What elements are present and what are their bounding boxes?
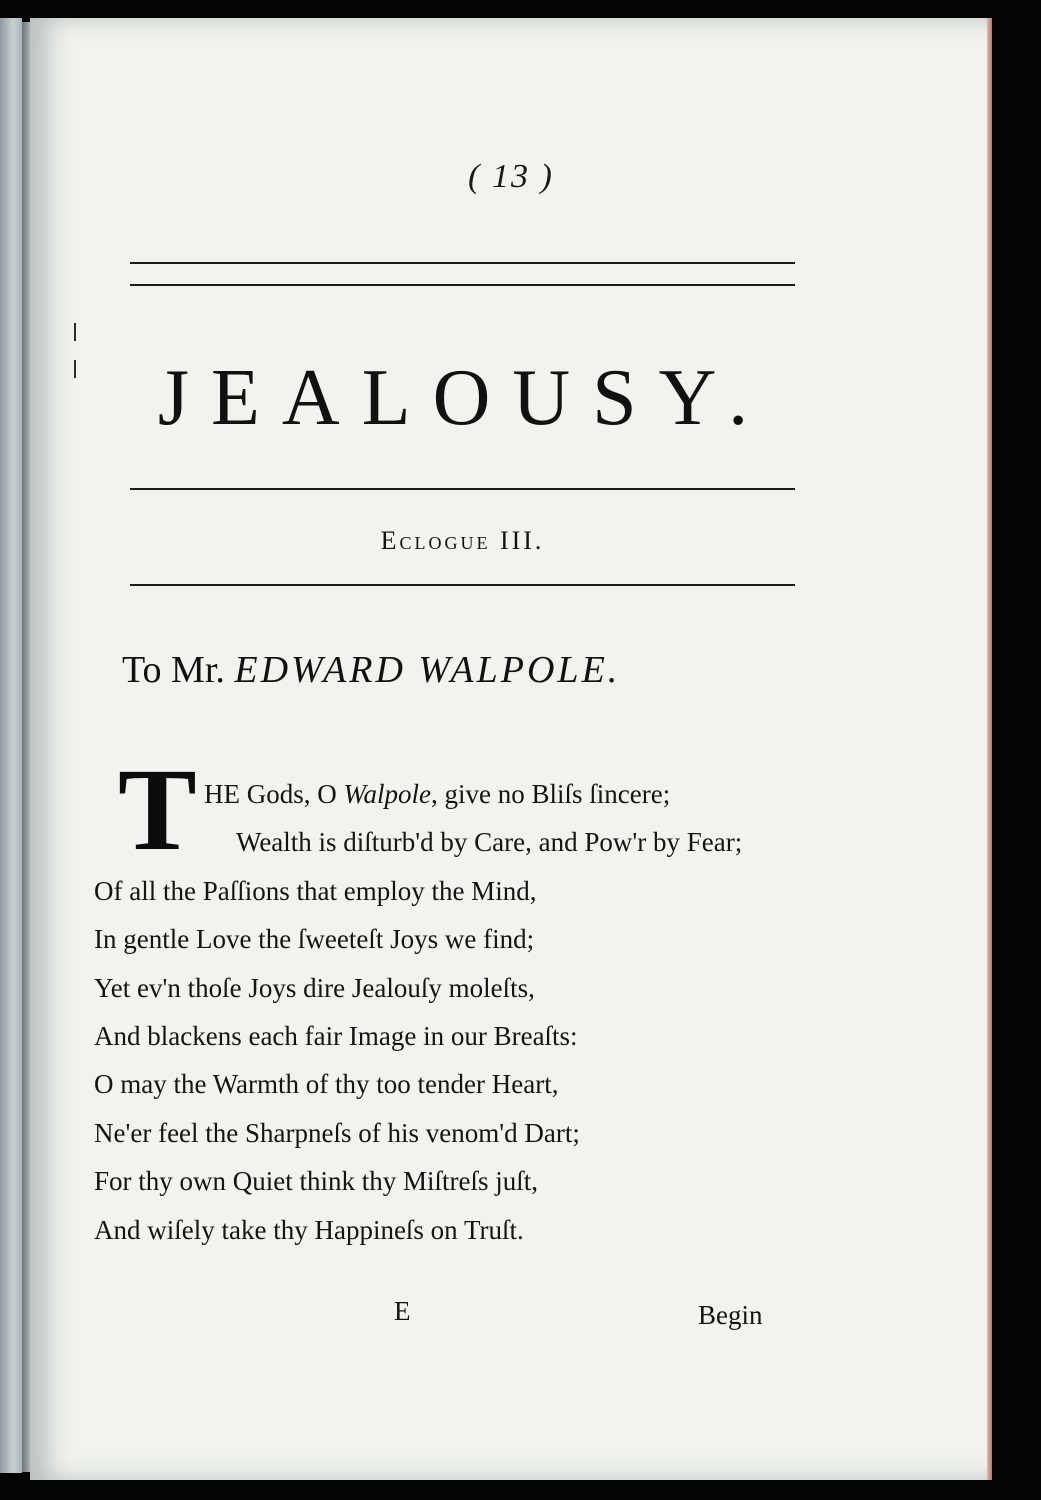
dedication-name: EDWARD WALPOLE. — [234, 649, 621, 691]
drop-cap-letter: T — [118, 744, 197, 875]
poem-line: For thy own Quiet think thy Miſtreſs juſt, — [94, 1166, 538, 1197]
header-rule-lower — [130, 284, 795, 286]
poem-line: Wealth is diſturb'd by Care, and Pow'r by Fear; — [236, 827, 743, 858]
poem-line: Of all the Paſſions that employ the Mind, — [94, 875, 537, 906]
book-page — [30, 18, 992, 1480]
eclogue-rule — [130, 584, 795, 586]
poem-title: JEALOUSY. — [157, 354, 771, 442]
poem-line: And blackens each fair Image in our Breaſts: — [94, 1020, 578, 1051]
facing-page-edge — [0, 18, 22, 1473]
catchword: Begin — [698, 1300, 763, 1330]
poem-line: HE Gods, O Walpole, give no Bliſs ſincere; — [204, 779, 671, 809]
eclogue-heading: Eclogue III. — [380, 526, 545, 555]
signature-mark: E — [394, 1296, 411, 1326]
header-rule-upper — [130, 262, 795, 264]
poem-line: Yet ev'n thoſe Joys dire Jealouſy moleſts, — [94, 972, 535, 1003]
title-rule — [130, 488, 795, 490]
dedication — [122, 648, 822, 692]
poem-line: In gentle Love the ſweeteſt Joys we find; — [94, 924, 535, 955]
dedication-prefix: To Mr. — [122, 649, 225, 691]
poem-line: Ne'er feel the Sharpneſs of his venom'd Dart; — [94, 1117, 580, 1148]
poem-line: And wiſely take thy Happineſs on Truſt. — [94, 1214, 524, 1245]
page-number: ( 13 ) — [468, 158, 554, 195]
poem-line: O may the Warmth of thy too tender Heart, — [94, 1069, 559, 1100]
margin-mark — [74, 323, 76, 341]
poem-body — [94, 770, 854, 1254]
margin-mark — [74, 360, 76, 378]
